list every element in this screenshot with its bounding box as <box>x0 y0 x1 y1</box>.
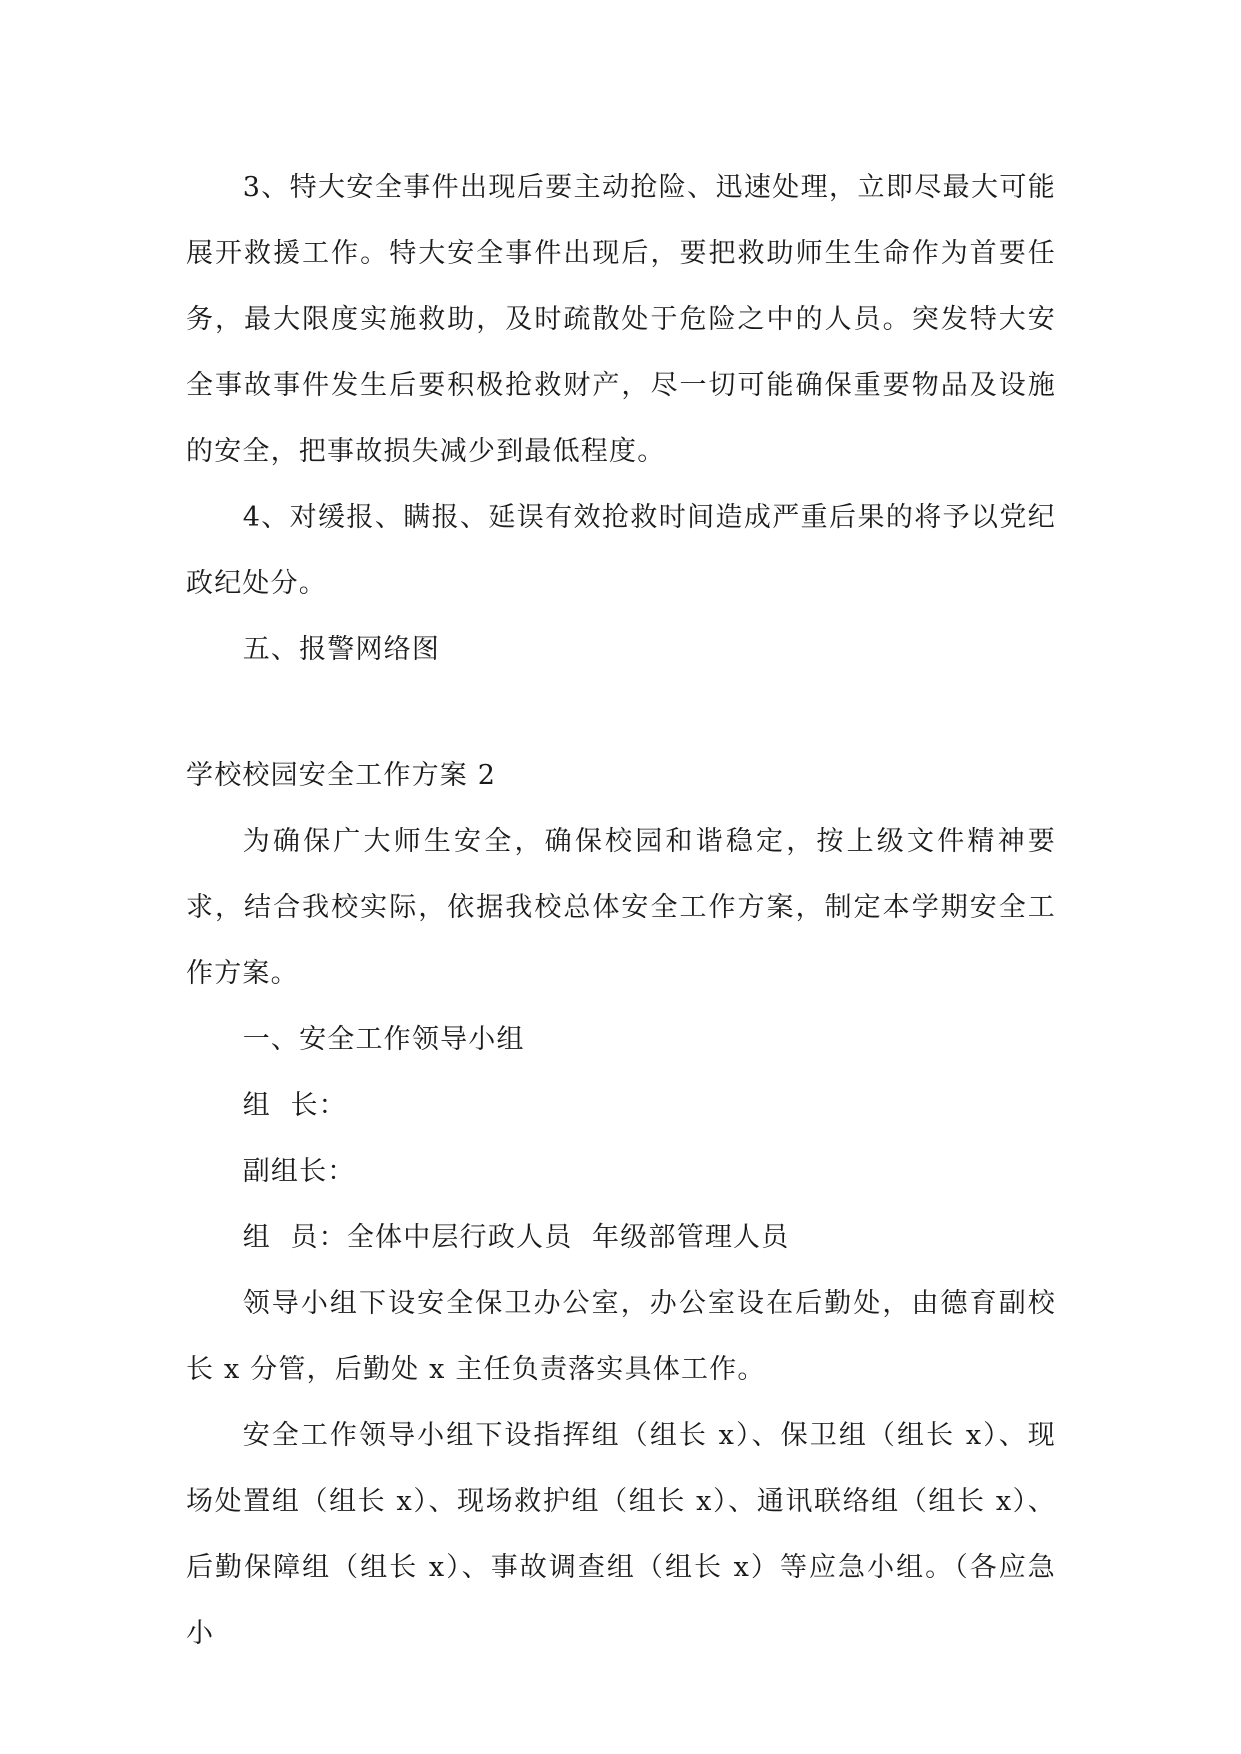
line-deputy-leader: 副组长： <box>242 1156 356 1187</box>
paragraph-security-office: 领导小组下设安全保卫办公室，办公室设在后勤处，由德育副校长 x 分管，后勤处 x 主任负责落实具体工作。 <box>186 1288 1056 1385</box>
heading-leadership-group: 一、安全工作领导小组 <box>242 1024 525 1055</box>
heading-alarm-network: 五、报警网络图 <box>242 634 441 665</box>
paragraph-rescue-measures: 3、特大安全事件出现后要主动抢险、迅速处理，立即尽最大可能展开救援工作。特大安全事件出现后，要把救助师生生命作为首要任务，最大限度实施救助，及时疏散处于危险之中的人员。突发特大安全事故事件发生后要积极抢救财产，尽一切可能确保重要物品及设施的安全，把事故损失减少到最低程度。 <box>186 172 1056 467</box>
document-body <box>186 155 1056 1667</box>
line-group-members: 组 员：全体中层行政人员 年级部管理人员 <box>242 1222 790 1253</box>
section-title: 学校校园安全工作方案 2 <box>186 760 497 791</box>
paragraph-intro: 为确保广大师生安全，确保校园和谐稳定，按上级文件精神要求，结合我校实际，依据我校总体安全工作方案，制定本学期安全工作方案。 <box>186 826 1056 989</box>
paragraph-emergency-groups: 安全工作领导小组下设指挥组（组长 x）、保卫组（组长 x）、现场处置组（组长 x）、现场救护组（组长 x）、通讯联络组（组长 x）、后勤保障组（组长 x）、事故调查组（组长 x）等应急小组。（各应急小 <box>186 1420 1056 1649</box>
paragraph-disciplinary-action: 4、对缓报、瞒报、延误有效抢救时间造成严重后果的将予以党纪政纪处分。 <box>186 502 1056 599</box>
line-group-leader: 组 长： <box>242 1090 347 1121</box>
